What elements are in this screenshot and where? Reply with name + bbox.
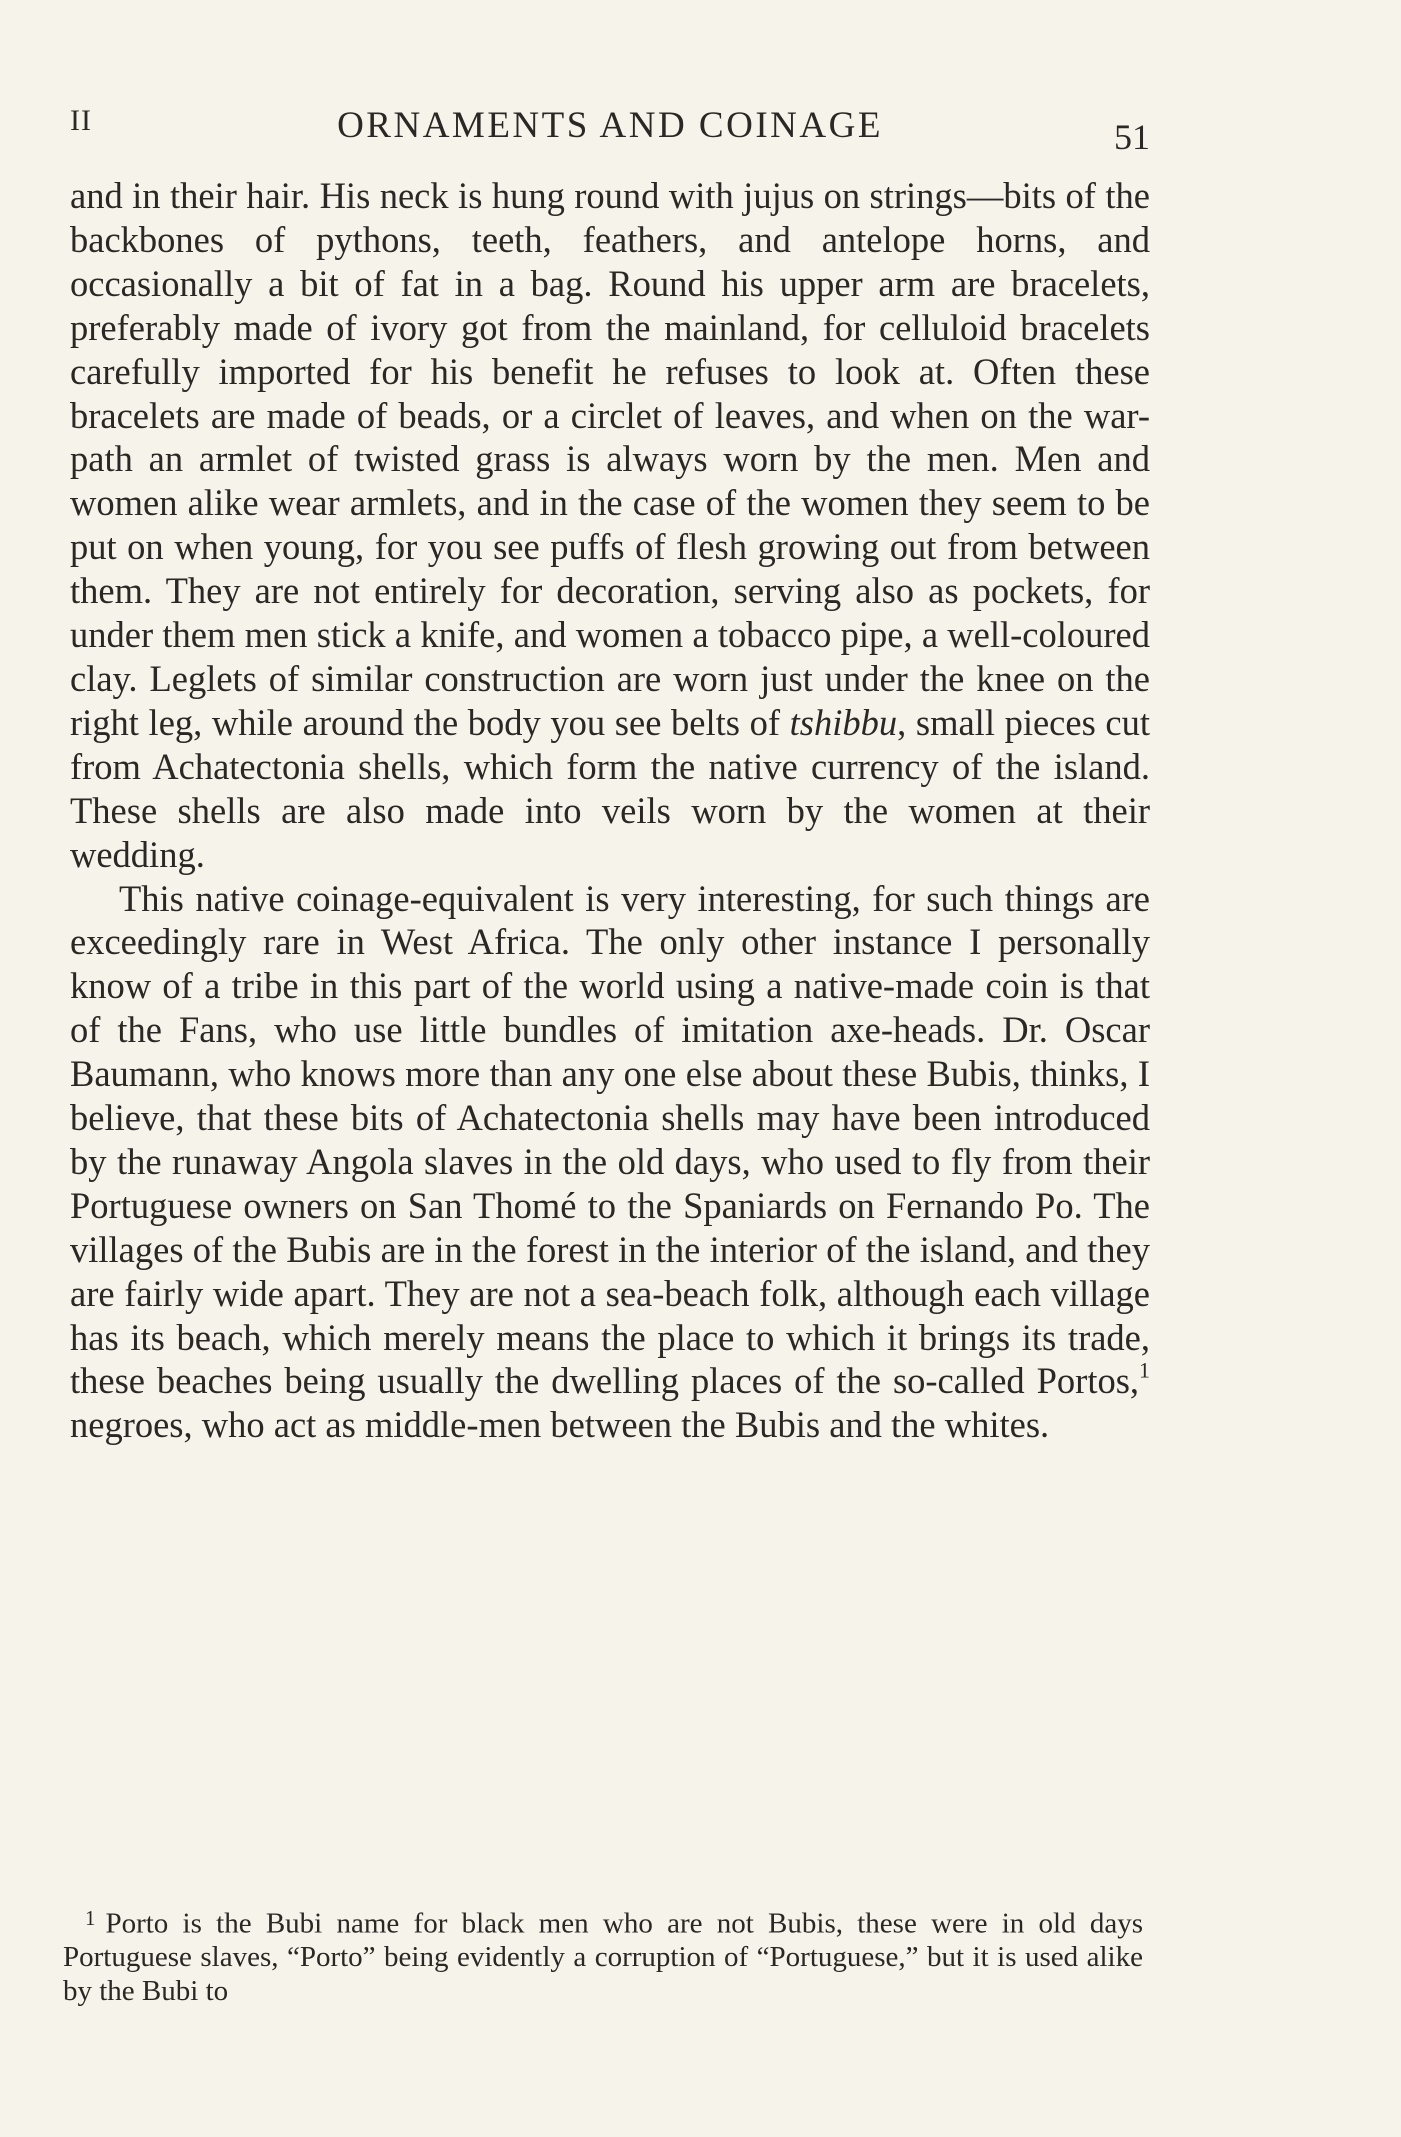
paragraph-1-text-a: and in their hair. His neck is hung round with jujus on strings—bits of the backbones of pythons, teeth, feathers, and antelope horns, and occasionally a bit of fat in a bag. Round his upper arm are bracelets, preferably made of ivory got from the mainland, for celluloid bracelets carefully imported for his benefit he refuses to look at. Often these bracelets are made of beads, or a circlet of leaves, and when on the war-path an armlet of twisted grass is always worn by the men. Men and women alike wear armlets, and in the case of the women they seem to be put on when young, for you see puffs of flesh growing out from between them. They are not entirely for decoration, serving also as pockets, for under them men stick a knife, and women a tobacco pipe, a well-coloured clay. Leglets of similar construction are worn just under the knee on the right leg, while around the body you see belts of	[70, 175, 1150, 743]
footnote	[63, 1901, 1143, 2008]
paragraph-2-text-a: This native coinage-equivalent is very interesting, for such things are exceedingly rare in West Africa. The only other instance I personally know of a tribe in this part of the world using a native-made coin is that of the Fans, who use little bundles of imitation axe-heads. Dr. Oscar Baumann, who knows more than any one else about these Bubis, thinks, I believe, that these bits of Achatectonia shells may have been introduced by the runaway Angola slaves in the old days, who used to fly from their Portuguese owners on San Thomé to the Spaniards on Fernando Po. The villages of the Bubis are in the forest in the interior of the island, and they are fairly wide apart. They are not a sea-beach folk, although each village has its beach, which merely means the place to which it brings its trade, these beaches being usually the dwelling places of the so-called Portos,	[70, 877, 1150, 1402]
footnote-marker: 1	[85, 1906, 96, 1930]
running-head	[70, 104, 1150, 157]
footnote-paragraph	[63, 1901, 1143, 2008]
paragraph-2	[70, 877, 1150, 1448]
running-title: ORNAMENTS AND COINAGE	[337, 105, 883, 146]
paragraph-1	[70, 174, 1150, 877]
paragraph-1-text-b: , small pieces cut from Achatectonia shells, which form the native currency of the island. These shells are also made into veils worn by the women at their wedding.	[70, 701, 1151, 875]
paragraph-2-text-b: negroes, who act as middle-men between the Bubis and the whites.	[70, 1404, 1050, 1446]
page-number: 51	[1114, 117, 1150, 157]
footnote-text: Porto is the Bubi name for black men who are not Bubis, these were in old days Portuguese slaves, “Porto” being evidently a corruption of “Portuguese,” but it is used alike by the Bubi to	[63, 1907, 1143, 2008]
body-text	[70, 174, 1150, 1447]
italic-term-tshibbu: tshibbu	[789, 701, 898, 743]
footnote-reference: 1	[1139, 1358, 1150, 1384]
chapter-number: II	[70, 104, 92, 137]
